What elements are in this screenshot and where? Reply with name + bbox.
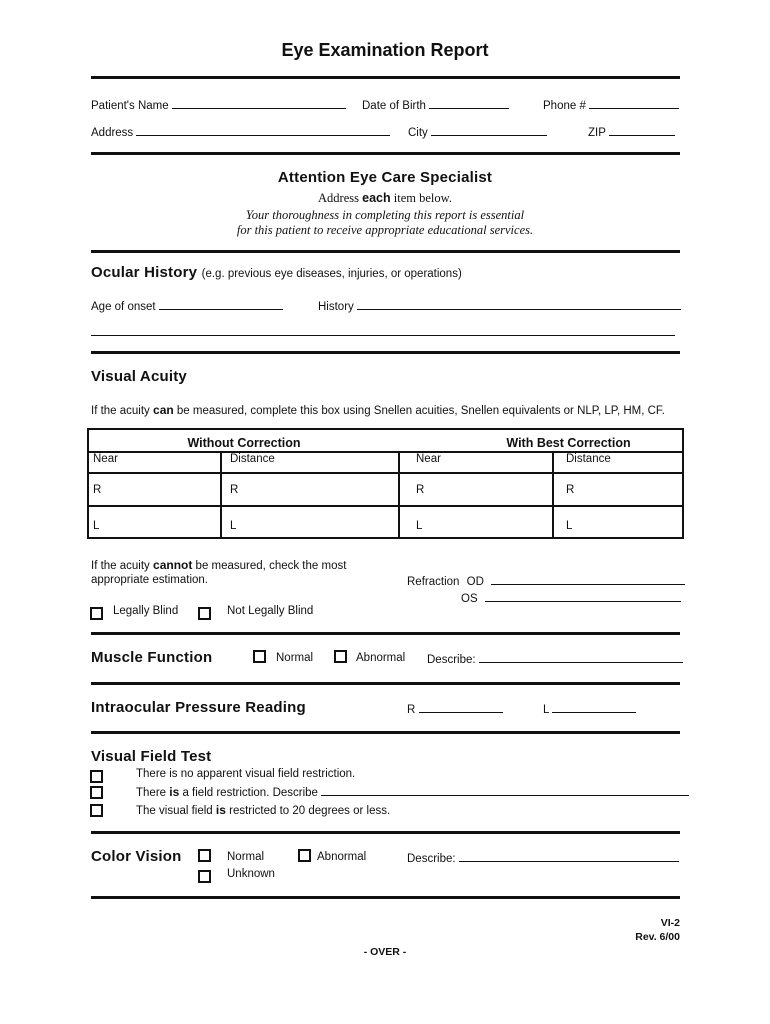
attention-heading: Attention Eye Care Specialist [277,169,493,186]
muscle-normal-checkbox[interactable] [253,650,266,663]
acuity-cell-l-distance-without[interactable]: L [221,506,399,538]
acuity-cell-r-distance-without[interactable]: R [221,473,399,506]
ocular-note: (e.g. previous eye diseases, injuries, or operations) [201,268,462,280]
address-field[interactable] [136,125,390,136]
acuity-intro-bold: can [153,403,174,417]
age-onset-row [91,299,283,313]
ocular-heading: Ocular History [91,264,198,281]
over-label: - OVER - [363,946,407,958]
divider [91,152,680,155]
patient-name-label: Patient's Name [91,100,169,112]
field-opt3-post: restricted to 20 degrees or less. [225,805,391,817]
divider [91,76,680,79]
phone-label: Phone # [543,100,586,112]
field-opt1-checkbox[interactable] [90,770,103,783]
not-legally-blind-label: Not Legally Blind [227,605,314,617]
pressure-l-field[interactable] [552,702,636,713]
field-opt2-row [136,785,689,799]
field-heading: Visual Field Test [91,748,212,765]
acuity-col-distance-2: Distance [553,452,683,473]
address-row [91,125,390,139]
color-abnormal-checkbox[interactable] [298,849,311,862]
color-unknown-checkbox[interactable] [198,870,211,883]
acuity-cell-l-near-without[interactable]: L [88,506,221,538]
history-label: History [318,301,354,313]
attention-line3: for this patient to receive appropriate educational services. [236,223,534,237]
muscle-heading: Muscle Function [91,649,213,666]
history-field[interactable] [357,299,681,310]
zip-label: ZIP [588,127,606,139]
field-opt3-bold: is [215,803,226,817]
ocular-heading-row [91,264,462,282]
zip-field[interactable] [609,125,675,136]
acuity-with-header: With Best Correction [399,429,683,452]
history-row [318,299,681,313]
od-field[interactable] [491,574,685,585]
color-normal-checkbox[interactable] [198,849,211,862]
muscle-abnormal-checkbox[interactable] [334,650,347,663]
refraction-od-row [407,574,685,588]
city-label: City [408,127,428,139]
city-field[interactable] [431,125,547,136]
acuity-intro [91,403,665,417]
form-id: VI-2 [660,917,680,929]
acuity-cannot-line2: appropriate estimation. [91,574,208,586]
patient-name-row [91,98,346,112]
field-opt2-pre: There [136,787,170,799]
city-row [408,125,547,139]
divider [91,831,680,834]
phone-field[interactable] [589,98,679,109]
acuity-col-near-2: Near [399,452,553,473]
pressure-heading: Intraocular Pressure Reading [91,699,306,716]
divider [91,731,680,734]
attention-line2: Your thoroughness in completing this report is essential [245,208,525,222]
muscle-abnormal-label: Abnormal [356,652,406,664]
acuity-cannot-line1 [91,558,346,572]
divider [91,896,680,899]
history-field-line2[interactable] [91,335,675,336]
muscle-describe-field[interactable] [479,652,683,663]
field-opt2-bold: is [169,785,180,799]
pressure-l-row [543,702,636,716]
pressure-r-label: R [407,704,416,716]
acuity-cannot-post: be measured, check the most [192,560,347,572]
not-legally-blind-checkbox[interactable] [198,607,211,620]
acuity-without-header: Without Correction [88,429,399,452]
field-opt2-checkbox[interactable] [90,786,103,799]
age-onset-field[interactable] [159,299,283,310]
color-describe-row [407,851,679,865]
muscle-describe-label: Describe: [427,654,476,666]
acuity-cannot-pre: If the acuity [91,560,154,572]
legally-blind-checkbox[interactable] [90,607,103,620]
acuity-cell-l-near-with[interactable]: L [399,506,553,538]
patient-name-field[interactable] [172,98,346,109]
divider [91,250,680,253]
acuity-cell-r-near-with[interactable]: R [399,473,553,506]
divider [91,682,680,685]
acuity-cannot-bold: cannot [153,558,193,572]
acuity-table [87,428,684,539]
os-field[interactable] [485,591,681,602]
form-revision: Rev. 6/00 [635,931,680,943]
color-abnormal-label: Abnormal [317,851,367,863]
attention-line1-bold: each [362,191,391,205]
muscle-describe-row [427,652,683,666]
field-restriction-describe-field[interactable] [321,785,689,796]
zip-row [588,125,675,139]
pressure-r-field[interactable] [419,702,503,713]
divider [91,632,680,635]
address-label: Address [91,127,134,139]
dob-field[interactable] [429,98,509,109]
acuity-intro-post: be measured, complete this box using Snellen acuities, Snellen equivalents or NLP, LP, HM, CF. [173,405,665,417]
field-opt3-checkbox[interactable] [90,804,103,817]
acuity-cell-l-distance-with[interactable]: L [553,506,683,538]
color-heading: Color Vision [91,848,182,865]
acuity-heading: Visual Acuity [91,368,187,385]
acuity-intro-pre: If the acuity [91,405,154,417]
pressure-r-row [407,702,503,716]
legally-blind-label: Legally Blind [113,605,179,617]
attention-line1-post: item below. [390,191,452,205]
refraction-os-row [461,591,681,605]
field-opt1-label: There is no apparent visual field restriction. [136,768,356,780]
field-opt3-pre: The visual field [136,805,216,817]
acuity-cell-r-distance-with[interactable]: R [553,473,683,506]
attention-line1-pre: Address [318,191,363,205]
color-unknown-label: Unknown [227,868,275,880]
page-title: Eye Examination Report [281,40,489,60]
field-opt3-row [136,803,390,817]
color-describe-label: Describe: [407,853,456,865]
color-normal-label: Normal [227,851,265,863]
refraction-label: Refraction [407,576,460,588]
divider [91,351,680,354]
color-describe-field[interactable] [459,851,679,862]
age-onset-label: Age of onset [91,301,156,313]
muscle-normal-label: Normal [276,652,314,664]
acuity-col-distance-1: Distance [221,452,399,473]
os-label: OS [461,593,478,605]
attention-line1 [0,191,770,206]
dob-label: Date of Birth [362,100,426,112]
pressure-l-label: L [543,704,549,716]
field-opt2-post: a field restriction. Describe [179,787,318,799]
od-label: OD [466,576,484,588]
acuity-col-near-1: Near [88,452,221,473]
acuity-cell-r-near-without[interactable]: R [88,473,221,506]
phone-row [543,98,679,112]
dob-row [362,98,509,112]
